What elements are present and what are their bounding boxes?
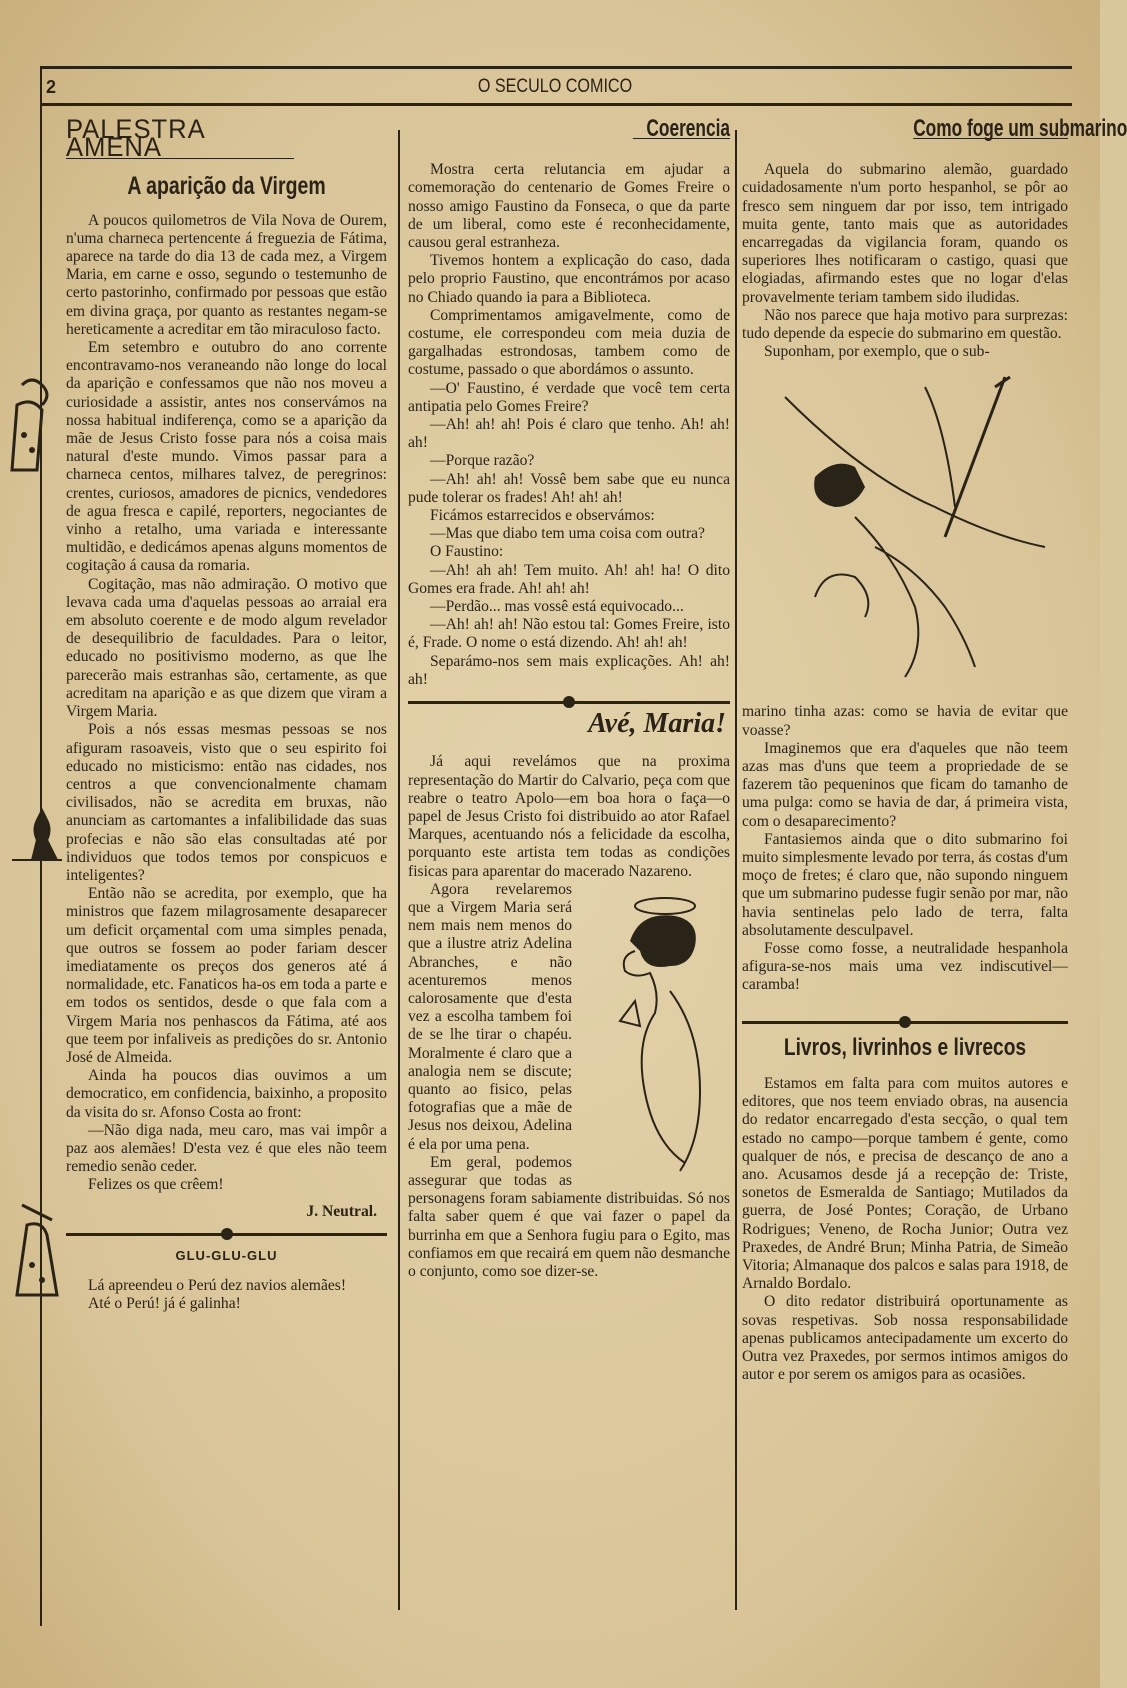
paragraph: Já aqui revelámos que na proxima representação do Martir do Calvario, peça com que reabre o teatro Apolo—em boa hora o faça—o papel de Jesus Cristo foi distribuido ao ator Rafael Marques, acentuando nós a felicidade da escolha, porquanto este artista tem todas as condições fisicas para aparentar do macerado Nazareno. [408, 753, 730, 880]
paragraph: Agora revelaremos que a Virgem Maria será nem mais nem menos do que a ilustre atriz Adelina Abranches, e não acenturemos menos calorosamente que d'esta vez a escolha tambem foi de se lhe tirar o chapéu. Moralmente é claro que a analogia nem se discute; quanto ao fisico, pelas fotografias que a mãe de Jesus nos deixou, Adelina é ela por uma pena. [408, 880, 572, 1153]
article-title: Coerencia [633, 120, 730, 139]
article-title: A aparição da Virgem [127, 172, 326, 201]
paragraph: —Ah! ah! ah! Não estou tal: Gomes Freire, isto é, Frade. O nome o está dizendo. Ah! ah! ah! [408, 616, 730, 652]
signature: J. Neutral. [306, 1202, 377, 1220]
paragraph: Lá apreendeu o Perú dez navios alemães! [88, 1276, 347, 1294]
paragraph: Suponham, por exemplo, que o sub- [764, 343, 990, 361]
paragraph: —Mas que diabo tem uma coisa com outra? [430, 525, 705, 543]
column-coerencia [402, 115, 736, 1281]
paragraph: Estamos em falta para com muitos autores e editores, que nos teem enviado obras, na ausencia do redator encarregado d'esta secção, o qual tem estado no campo—porque tambem é gente, como qualquer de nós, e precisa de descanço de ano a ano. Acusamos desde já a recepção de: Triste, sonetos de Esmeralda de Santiago; Mutilados da guerra, de José Pontes; Coração, de Urbano Rodrigues; Veneno, de Rocha Junior; Outra vez Praxedes, de André Brun; Minha Patria, de Simeão Vitoria; Almanaque dos palcos e salas para 1918, de Arnaldo Bordalo. [742, 1074, 1068, 1293]
paragraph: Imaginemos que era d'aqueles que não teem azas mas d'uns que teem a propriedade de se fazerem tão pequeninos que ficam do tamanho de uma pulga: como se havia de dar, á primeira vista, com o desaparecimento? [742, 739, 1068, 830]
caricature-adelina-illustration [580, 881, 730, 1181]
paragraph: Mostra certa relutancia em ajudar a comemoração do centenario de Gomes Freire o nosso amigo Faustino da Fonseca, o que da parte de um liberal, como este é reconhecidamente, causou geral estranheza. [408, 161, 730, 252]
header-rule [40, 103, 1072, 106]
paragraph: Fantasiemos ainda que o dito submarino foi muito simplesmente levado por terra, ás costas d'um moço de fretes; é claro que, não supondo ninguem que um submarino pudesse fugir senão por mar, não havia sentinelas pelo lado de terra, falta absolutamente desculpavel. [742, 830, 1068, 939]
paragraph: Felizes os que crêem! [88, 1176, 224, 1194]
paragraph: —Perdão... mas vossê está equivocado... [430, 598, 684, 616]
top-rule [40, 66, 1072, 69]
paragraph: Até o Perú! já é galinha! [88, 1295, 241, 1313]
paragraph: Separámo-nos sem mais explicações. Ah! ah! ah! [408, 652, 730, 688]
paragraph: marino tinha azas: como se havia de evitar que voasse? [742, 703, 1068, 739]
paragraph: Em setembro e outubro do ano corrente encontravamo-nos veraneando não longe do local da aparição e confessamos que não nos moveu a curiosidade a assistir, antes nos conservámos na nossa habitual indiferença, como se a aparição da mãe de Jesus Cristo fosse para nós a coisa mais natural d'este mundo. Vimos passar para a charneca centos, milhares talvez, de peregrinos: crentes, curiosos, amadores de picnics, vendedores de agua fresca e capilé, reporters, negociantes de vinho a retalho, uma variada e interessante multidão, e dedicámos apenas alguns momentos de cogitação á causa da romaria. [66, 339, 387, 575]
paragraph: —Ah! ah ah! Tem muito. Ah! ah! ha! O dito Gomes era frade. Ah! ah! ah! [408, 561, 730, 597]
column-palestra-amena [40, 114, 395, 1313]
paragraph: Aquela do submarino alemão, guardado cuidadosamente n'um porto hespanhol, se pôr ao fresco sem ninguem dar por isso, tem intrigado muita gente, tanto mais que as autoridades encarregadas da vigilancia foram, quando os superiores lhes notificaram o castigo, quasi que elogiadas, afirmando estes que no logar d'elas provavelmente teriam tambem sido iludidas. [742, 161, 1068, 306]
paragraph: Cogitação, mas não admiração. O motivo que levava cada uma d'aquelas pessoas ao arraial era em absoluto coerente e de modo algum revelador de desequilibrio de faculdades. Para o leitor, educado no positivismo moderno, as que lhe parecerão mais estranhas são, certamente, as que acreditam na aparição e as que dizem que viram a Virgem Maria. [66, 575, 387, 721]
paragraph: —Não diga nada, meu caro, mas vai impôr a paz aos alemães! D'esta vez é que eles não teem remedio senão ceder. [66, 1121, 387, 1176]
paragraph: Ficámos estarrecidos e observámos: [430, 507, 655, 525]
paragraph: Ainda ha poucos dias ouvimos a um democratico, em confidencia, baixinho, a proposito da visita do sr. Afonso Costa ao front: [66, 1067, 387, 1121]
paragraph: Em geral, podemos assegurar que todas as personagens foram sabiamente distribuidas. Só nos falta saber quem é que vai fazer o papel da burrinha em que a Senhora fugiu para o Egito, mas confiamos em que recairá em quem não desmanche o conjunto, como soe dizer-se. [408, 1153, 730, 1280]
column-divider [398, 130, 400, 1610]
paragraph: —Porque razão? [430, 452, 535, 470]
paragraph: Então não se acredita, por exemplo, que ha ministros que fazem milagrosamente desaparecer um deficit orçamental com uma simples penada, que outros se fossem ao poder fariam descer imediatamente os preços dos generos até á normalidade, etc. Fanaticos ha-os em toda a parte e em todos os sentidos, desde o que fala com a Virgem Maria nos penhascos da Fátima, até aos que teem por infaliveis as predições do sr. Antonio José de Almeida. [66, 885, 387, 1066]
page-number: 2 [46, 76, 57, 97]
paragraph: —O' Faustino, é verdade que você tem certa antipatia pelo Gomes Freire? [408, 379, 730, 415]
paragraph: Não nos parece que haja motivo para surprezas: tudo depende da especie do submarino em questão. [742, 306, 1068, 343]
paragraph: O Faustino: [430, 543, 504, 561]
paragraph: O dito redator distribuirá oportunamente as sovas respetivas. Sob nossa responsabilidade apenas publicamos antecipadamente um excerto do Outra vez Praxedes, por sermos intimos amigos do autor e por serem os amigos para as ocasiões. [742, 1293, 1068, 1384]
ornamental-divider [408, 695, 730, 709]
article-title: GLU-GLU-GLU [175, 1247, 278, 1263]
ornamental-divider [742, 1015, 1068, 1029]
paragraph: —Ah! ah! ah! Pois é claro que tenho. Ah! ah! ah! [408, 416, 730, 452]
paragraph: Pois a nós essas mesmas pessoas se nos afiguram rasoaveis, visto que o seu espirito foi educado no misticismo: então nas cidades, nos centros a que convencionalmente chamam civilisados, não se acredita em bruxas, não anunciam as cartomantes a infalibilidade das suas profecias e não são elas consultadas até por individuos que todos temos por conspicuos e inteligentes? [66, 721, 387, 884]
article-title: Como foge um submarino [913, 115, 1127, 142]
ornamental-divider [66, 1227, 387, 1241]
paragraph: Fosse como fosse, a neutralidade hespanhola afigura-se-nos mais uma vez indiscutivel—caramba! [742, 940, 1068, 994]
article-title: Avé, Maria! [588, 708, 726, 740]
page-header [40, 72, 1070, 102]
paragraph: —Ah! ah! ah! Vossê bem sabe que eu nunca pude tolerar os frades! Ah! ah! ah! [408, 470, 730, 506]
porter-carrying-submarine-illustration [755, 367, 1055, 697]
article-title: Livros, livrinhos e livrecos [783, 1033, 1027, 1061]
section-kicker: PALESTRA AMENA [66, 120, 294, 159]
newspaper-title: O SECULO COMICO [477, 76, 633, 97]
paragraph: Comprimentamos amigavelmente, como de costume, ele correspondeu com meia duzia de gargalhadas estrondosas, tambem como de costume, passado o que abordámos o assunto. [408, 306, 730, 379]
paragraph: A poucos quilometros de Vila Nova de Ourem, n'uma charneca pertencente á freguezia de Fátima, aparece na tarde do dia 13 de cada mez, a Virgem Maria, em carne e osso, segundo o testemunho de certo pastorinho, confirmado por pessoas que estão em divina graça, por quanto as restantes negam-se hereticamente a acreditar em tão miraculoso facto. [66, 211, 387, 338]
column-submarino [738, 115, 1127, 1384]
paragraph: Tivemos hontem a explicação do caso, dada pelo proprio Faustino, que encontrámos por acaso no Chiado quando ia para a Biblioteca. [408, 252, 730, 306]
